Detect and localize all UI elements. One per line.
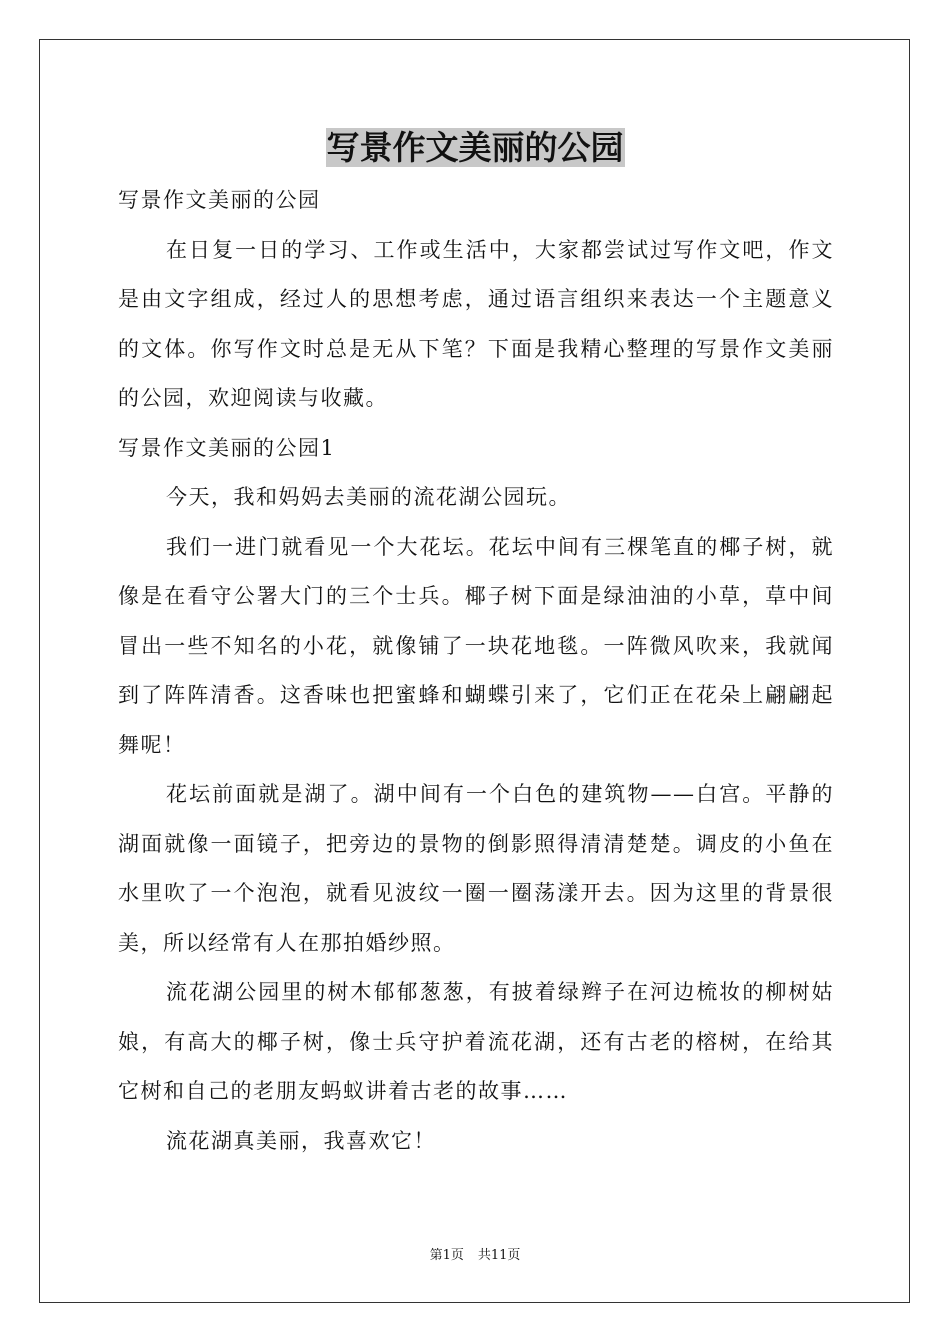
body-paragraph: 我们一进门就看见一个大花坛。花坛中间有三棵笔直的椰子树，就像是在看守公署大门的三个士兵。椰子树下面是绿油油的小草，草中间冒出一些不知名的小花，就像铺了一块花地毯。一阵微风吹来，我就闻到了阵阵清香。这香味也把蜜蜂和蝴蝶引来了，它们正在花朵上翩翩起舞呢！ <box>118 534 834 757</box>
page-number: 第1页 <box>429 1248 464 1263</box>
document-body <box>118 176 834 1166</box>
document-title-text: 写景作文美丽的公园 <box>326 128 624 167</box>
document-title <box>0 124 950 172</box>
body-paragraph: 今天，我和妈妈去美丽的流花湖公园玩。 <box>166 485 571 509</box>
page-total: 共11页 <box>477 1248 521 1263</box>
section-heading: 写景作文美丽的公园1 <box>118 435 336 460</box>
body-paragraph: 流花湖真美丽，我喜欢它！ <box>166 1128 436 1153</box>
body-paragraph: 在日复一日的学习、工作或生活中，大家都尝试过写作文吧，作文是由文字组成，经过人的思想考虑，通过语言组织来表达一个主题意义的文体。你写作文时总是无从下笔？下面是我精心整理的写景作文美丽的公园，欢迎阅读与收藏。 <box>118 237 834 410</box>
body-paragraph: 流花湖公园里的树木郁郁葱葱，有披着绿辫子在河边梳妆的柳树姑娘，有高大的椰子树，像士兵守护着流花湖，还有古老的榕树，在给其它树和自己的老朋友蚂蚁讲着古老的故事…… <box>118 980 834 1103</box>
section-heading: 写景作文美丽的公园 <box>118 188 321 212</box>
body-paragraph: 花坛前面就是湖了。湖中间有一个白色的建筑物——白宫。平静的湖面就像一面镜子，把旁边的景物的倒影照得清清楚楚。调皮的小鱼在水里吹了一个泡泡，就看见波纹一圈一圈荡漾开去。因为这里的背景很美，所以经常有人在那拍婚纱照。 <box>118 782 834 955</box>
page-footer <box>0 1246 950 1266</box>
